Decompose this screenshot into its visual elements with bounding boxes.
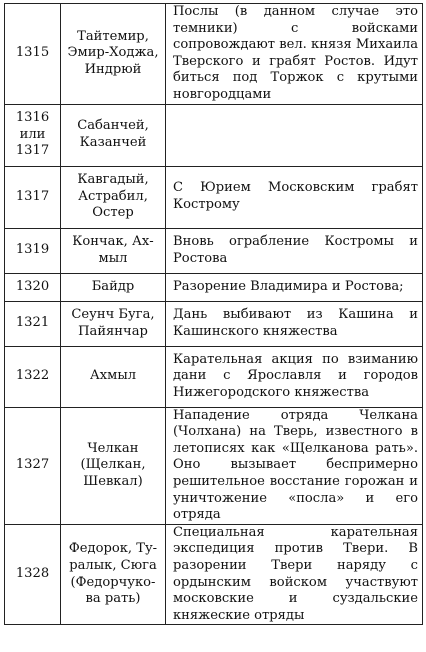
table-row xyxy=(5,4,423,105)
names-cell xyxy=(61,407,166,524)
description-text: Специальная карательная экспедиция против Твери. В разорении Твери наряду с ордынским войском участвуют московские и суздальские княжеские отряды xyxy=(173,524,418,623)
year-text: 1316 или 1317 xyxy=(15,110,50,159)
names-text: Федорок, Ту- ралык, Сюга (Федорчуко- ва рать) xyxy=(68,541,158,607)
page xyxy=(4,3,422,648)
description-cell xyxy=(166,407,423,524)
table-row xyxy=(5,273,423,301)
year-cell xyxy=(5,524,61,625)
names-text: Сеунч Буга, Пайянчар xyxy=(71,306,155,339)
description-cell xyxy=(166,166,423,228)
description-text: Вновь ограбление Костромы и Ростова xyxy=(173,233,418,266)
year-cell xyxy=(5,166,61,228)
chronology-table xyxy=(4,3,423,625)
names-text: Байдр xyxy=(91,278,135,294)
names-text: Кавгадый, Астрабил, Остер xyxy=(77,172,149,221)
year-cell xyxy=(5,104,61,166)
description-text: Послы (в данном случае это темники) с войсками сопровождают вел. князя Михаила Тверского и грабят Ростов. Идут биться под Торжок с крутыми новгородцами xyxy=(173,4,418,102)
year-cell xyxy=(5,346,61,407)
description-cell xyxy=(166,524,423,625)
description-cell xyxy=(166,228,423,273)
names-cell xyxy=(61,166,166,228)
year-cell xyxy=(5,4,61,105)
names-text: Сабанчей, Казанчей xyxy=(77,118,149,151)
year-cell xyxy=(5,228,61,273)
table-row xyxy=(5,407,423,524)
year-cell xyxy=(5,407,61,524)
names-text: Тайтемир, Эмир-Ходжа, Индрюй xyxy=(67,28,159,78)
names-cell xyxy=(61,301,166,346)
year-cell xyxy=(5,301,61,346)
description-cell xyxy=(166,301,423,346)
year-text: 1321 xyxy=(15,315,50,331)
year-cell xyxy=(5,273,61,301)
names-cell xyxy=(61,346,166,407)
table-row xyxy=(5,524,423,625)
description-cell xyxy=(166,4,423,105)
description-cell xyxy=(166,346,423,407)
names-cell xyxy=(61,524,166,625)
names-cell xyxy=(61,104,166,166)
names-text: Челкан (Щелкан, Шевкал) xyxy=(80,440,146,489)
table-row xyxy=(5,301,423,346)
year-text: 1315 xyxy=(15,45,50,61)
names-text: Кончак, Ах- мыл xyxy=(72,233,154,266)
year-text: 1327 xyxy=(15,457,50,473)
names-text: Ахмыл xyxy=(89,368,137,384)
table-row xyxy=(5,166,423,228)
description-text: Разорение Владимира и Ростова; xyxy=(173,278,404,294)
year-text: 1320 xyxy=(15,278,50,294)
table-row xyxy=(5,346,423,407)
year-text: 1319 xyxy=(15,242,50,258)
year-text: 1328 xyxy=(15,566,50,582)
table-row xyxy=(5,228,423,273)
year-text: 1317 xyxy=(15,188,50,204)
year-text: 1322 xyxy=(15,368,50,384)
names-cell xyxy=(61,4,166,105)
names-cell xyxy=(61,273,166,301)
description-cell xyxy=(166,104,423,166)
description-text: Нападение отряда Челкана (Чолхана) на Тверь, известного в летописях как «Щелканова рать». Оно вызывает беспримерно решительное восстание горожан и уничтожение «посла» и его отряда xyxy=(173,407,418,523)
table-row xyxy=(5,104,423,166)
names-cell xyxy=(61,228,166,273)
description-cell xyxy=(166,273,423,301)
description-text: Дань выбивают из Кашина и Кашинского княжества xyxy=(173,306,418,339)
description-text: С Юрием Московским грабят Кострому xyxy=(173,180,418,213)
description-text: Карательная акция по взиманию дани с Ярославля и городов Нижегородского княжества xyxy=(173,351,418,400)
